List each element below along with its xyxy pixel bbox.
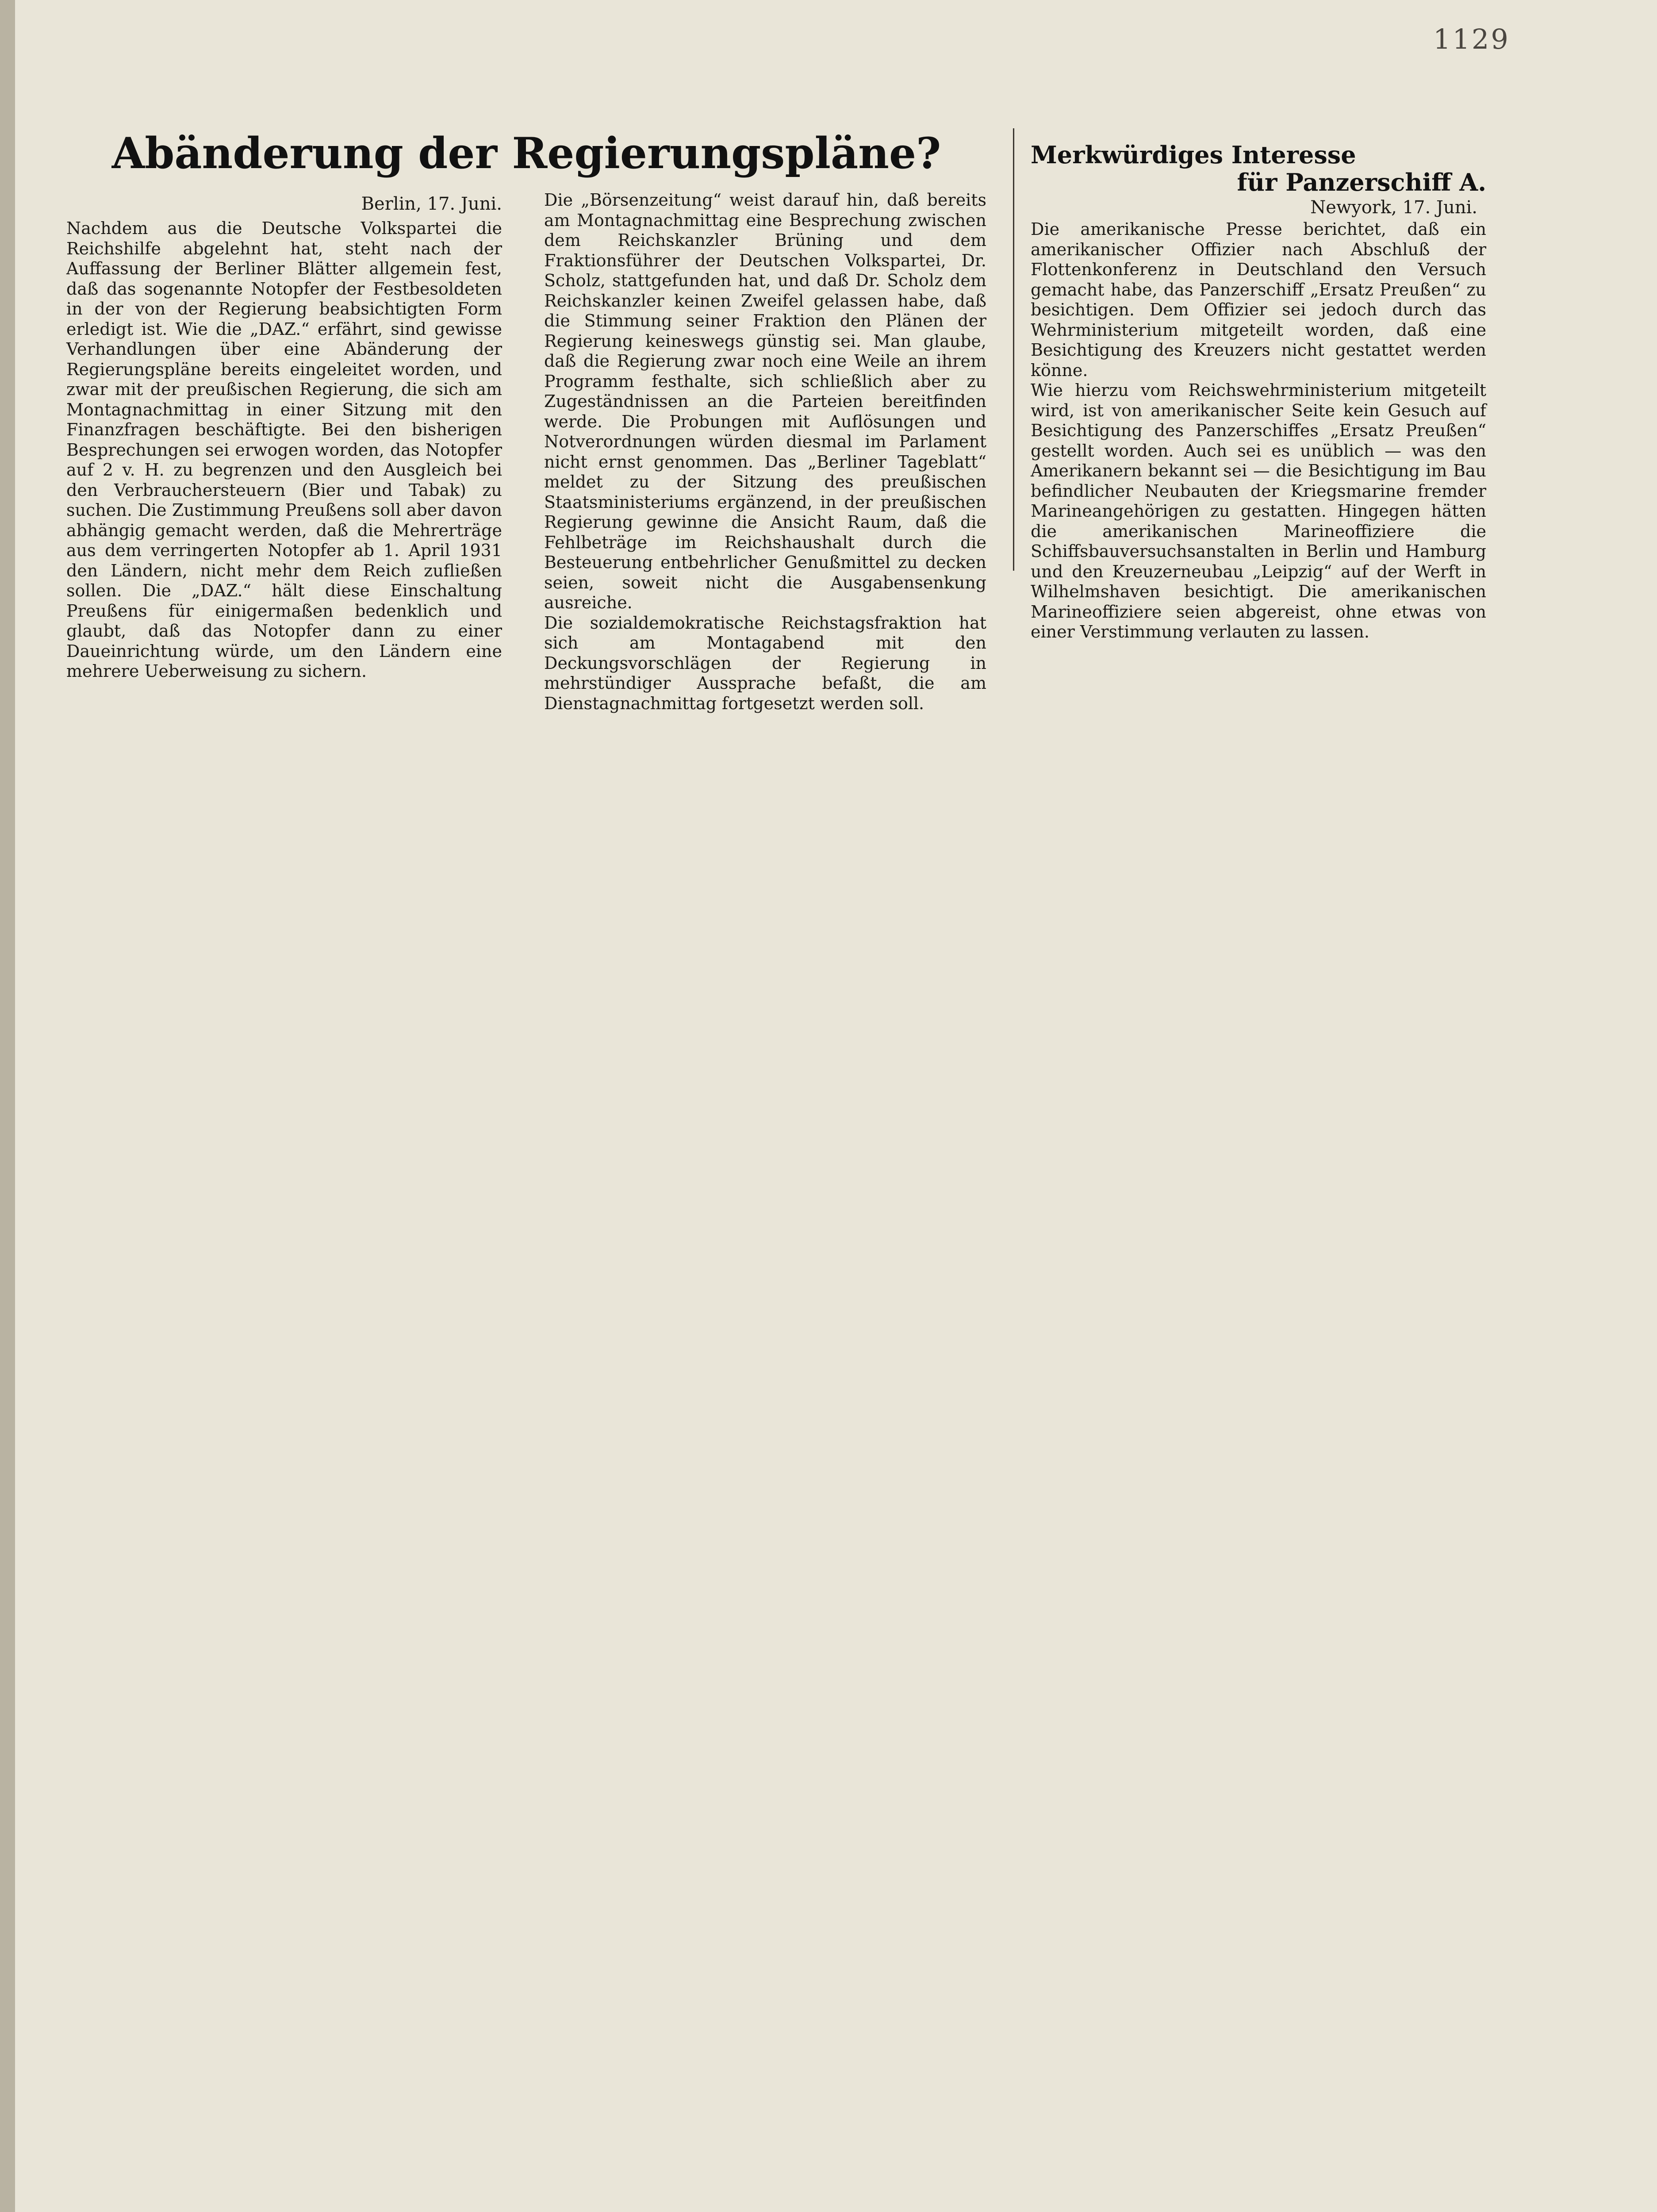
sidebar-headline-line2: für Panzerschiff A. [1237,168,1486,196]
lead-column-2: Die „Börsenzeitung“ weist darauf hin, daß bereits am Montagnachmittag eine Besprechung zwischen dem Reichskanzler Brüning und dem Fraktionsführer der Deutschen Volkspartei, Dr. Scholz, stattgefunden hat, und daß Dr. Scholz dem Reichskanzler keinen Zweifel gelassen habe, daß die Stimmung seiner Fraktion den Plänen der Regierung keineswegs günstig sei. Man glaube, daß die Regierung zwar noch eine Weile an ihrem Programm festhalte, sich schließlich aber zu Zugeständnissen an die Parteien bereitfinden werde. Die Probungen mit Auflösungen und Notverordnungen würden diesmal im Parlament nicht ernst genommen. Das „Berliner Tageblatt“ meldet zu der Sitzung des preußischen Staatsministeriums ergänzend, in der preußischen Regierung gewinne die Ansicht Raum, daß die Fehlbeträge im Reichshaushalt durch die Besteuerung entbehrlicher Genußmittel zu decken seien, soweit nicht die Ausgabensenkung ausreiche. Die sozialdemokratische Reichstagsfraktion hat sich am Montagabend mit den Deckungsvorschlägen der Regierung in mehrstündiger Aussprache befaßt, die am Dienstagnachmittag fortgesetzt werden soll. [544,190,986,713]
lead-headline: Abänderung der Regierungspläne? [111,128,941,178]
sidebar-headline-line1: Merkwürdiges Interesse [1031,141,1356,169]
column-rule [1013,128,1014,571]
page-number: 1129 [1433,23,1510,55]
binding-edge [0,0,15,2212]
lead-dateline: Berlin, 17. Juni. [361,194,502,214]
sidebar-body: Die amerikanische Presse berichtet, daß ein amerikanischer Offizier nach Abschluß der Flottenkonferenz in Deutschland den Versuch gemacht habe, das Panzerschiff „Ersatz Preußen“ zu besichtigen. Dem Offizier sei jedoch durch das Wehrministerium mitgeteilt worden, daß eine Besichtigung des Kreuzers nicht gestattet werden könne. Wie hierzu vom Reichswehrministerium mitgeteilt wird, ist von amerikanischer Seite kein Gesuch auf Besichtigung des Panzerschiffes „Ersatz Preußen“ gestellt worden. Auch sei es unüblich — was den Amerikanern bekannt sei — die Besichtigung im Bau befindlicher Neubauten der Kriegsmarine fremder Marineangehörigen zu gestatten. Hingegen hätten die amerikanischen Marineoffiziere die Schiffsbauversuchsanstalten in Berlin und Hamburg und den Kreuzerneubau „Leipzig“ auf der Werft in Wilhelmshaven besichtigt. Die amerikanischen Marineoffiziere seien abgereist, ohne etwas von einer Verstimmung verlauten zu lassen. [1031,219,1486,641]
sidebar-dateline: Newyork, 17. Juni. [1310,197,1477,218]
lead-column-1: Nachdem aus die Deutsche Volkspartei die Reichshilfe abgelehnt hat, steht nach der Auffassung der Berliner Blätter allgemein fest, daß das sogenannte Notopfer der Festbesoldeten in der von der Regierung beabsichtigten Form erledigt ist. Wie die „DAZ.“ erfährt, sind gewisse Verhandlungen über eine Abänderung der Regierungspläne bereits eingeleitet worden, und zwar mit der preußischen Regierung, die sich am Montagnachmittag in einer Sitzung mit den Finanzfragen beschäftigte. Bei den bisherigen Besprechungen sei erwogen worden, das Notopfer auf 2 v. H. zu begrenzen und den Ausgleich bei den Verbrauchersteuern (Bier und Tabak) zu suchen. Die Zustimmung Preußens soll aber davon abhängig gemacht werden, daß die Mehrerträge aus dem verringerten Notopfer ab 1. April 1931 den Ländern, nicht mehr dem Reich zufließen sollen. Die „DAZ.“ hält diese Einschaltung Preußens für einigermaßen bedenklich und glaubt, daß das Notopfer dann zu einer Daueinrichtung würde, um den Ländern eine mehrere Ueberweisung zu sichern. [66,219,502,681]
